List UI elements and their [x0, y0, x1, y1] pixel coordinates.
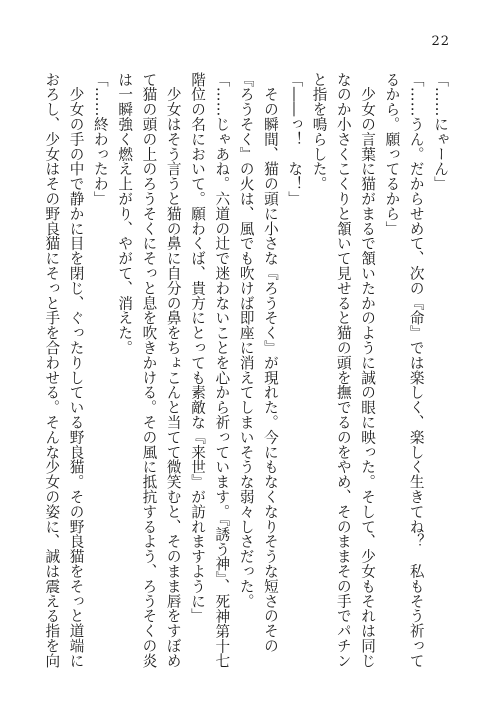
text-line: おろし、少女はその野良猫にそっと手を合わせる。そんな少女の姿に、誠は震える指を向	[43, 72, 61, 668]
text-line: るから。願ってるから」	[383, 72, 401, 236]
body-text	[44, 72, 452, 672]
page-number: 22	[431, 34, 450, 49]
text-line: は一瞬強く燃え上がり、やがて、消えた。	[116, 72, 134, 356]
text-line: その瞬間、猫の頭に小さな『ろうそく』が現れた。今にもなくなりそうな短さのその	[261, 72, 279, 654]
text-line: 少女の言葉に猫がまるで頷いたかのように誠の眼に映った。そして、少女もそれは同じ	[359, 72, 377, 668]
text-line: 「……終わったわ」	[91, 72, 109, 207]
text-line: なのか小さくこくりと頷いて見せると猫の頭を撫でるのをやめ、そのままその手でパチン	[334, 72, 352, 668]
text-line: 「……うん。だからせめて、次の『命』では楽しく、楽しく生きてね？ 私もそう祈って	[407, 72, 425, 668]
text-line: 『ろうそく』の火は、風でも吹けば即座に消えてしまいそうな弱々しさだった。	[237, 72, 255, 609]
text-line: 「……にゃーん」	[432, 72, 449, 192]
text-line: と指を鳴らした。	[310, 72, 328, 192]
text-line: 「……じゃあね。六道の辻で迷わないことを心から祈っています。『誘う神』、死神第十七	[213, 72, 231, 669]
text-line: 少女の手の中で静かに目を閉じ、ぐったりしている野良猫。その野良猫をそっと道端に	[67, 72, 85, 668]
text-line: 「――っ！ な！」	[286, 72, 304, 207]
text-line: 少女はそう言うと猫の鼻に自分の鼻をちょこんと当てて微笑むと、そのまま唇をすぼめ	[164, 72, 182, 668]
text-line: て猫の頭の上のろうそくにそっと息を吹きかける。その風に抵抗するよう、ろうそくの炎	[140, 72, 158, 668]
text-line: 階位の名において。願わくば、貴方にとっても素敵な『来世』が訪れますように」	[189, 72, 207, 624]
